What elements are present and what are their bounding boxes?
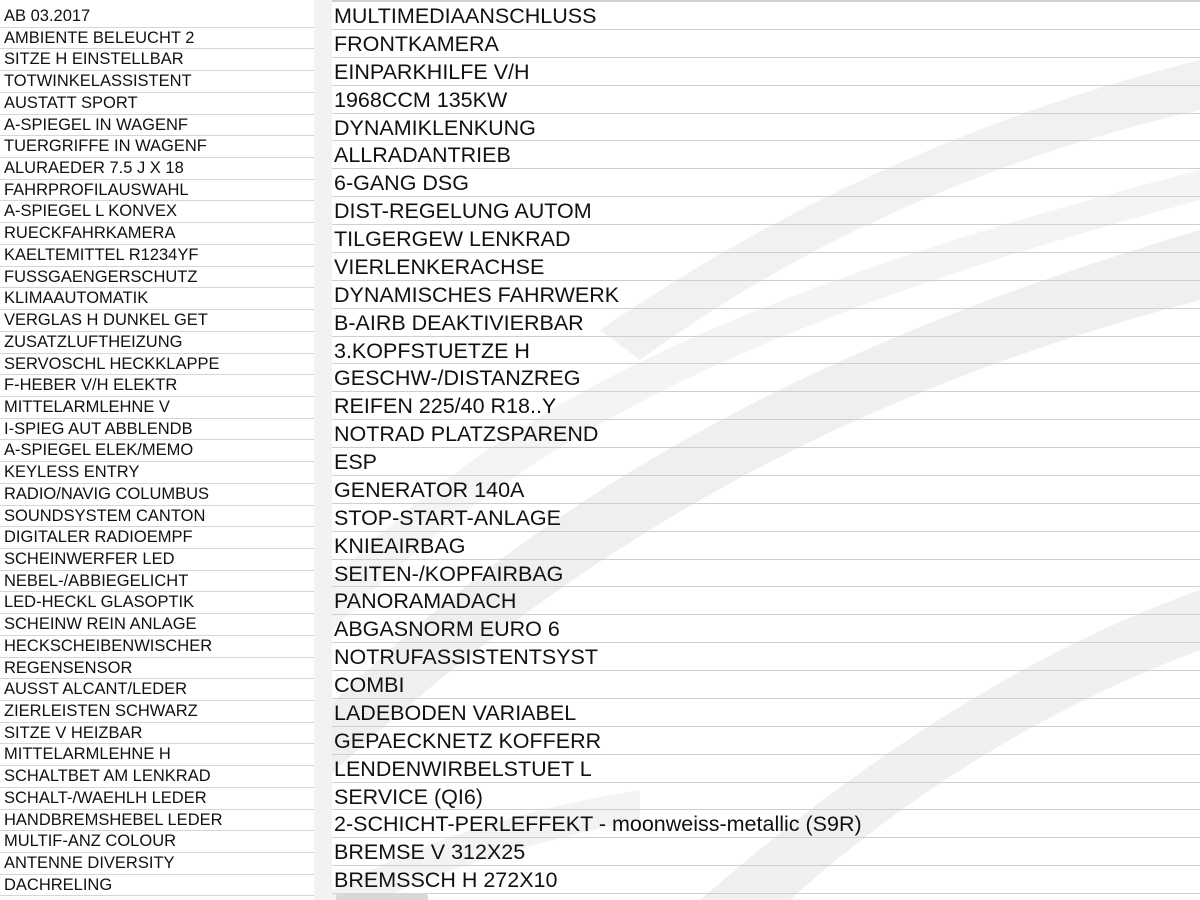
equipment-list-item: HANDBREMSHEBEL LEDER — [0, 810, 314, 832]
equipment-list-item: LENDENWIRBELSTUET L — [332, 755, 1200, 783]
equipment-list-item: A-SPIEGEL ELEK/MEMO — [0, 440, 314, 462]
equipment-list-item: 3.KOPFSTUETZE H — [332, 337, 1200, 365]
equipment-list-item: DYNAMIKLENKUNG — [332, 114, 1200, 142]
equipment-list-right — [332, 2, 1200, 894]
equipment-list-item: PANORAMADACH — [332, 587, 1200, 615]
equipment-list-item: SCHEINW REIN ANLAGE — [0, 614, 314, 636]
equipment-list-item: BREMSSCH H 272X10 — [332, 866, 1200, 894]
equipment-list-item: KLIMAAUTOMATIK — [0, 288, 314, 310]
equipment-list-item: SERVOSCHL HECKKLAPPE — [0, 354, 314, 376]
equipment-list-item: COMBI — [332, 671, 1200, 699]
equipment-list-item: GESCHW-/DISTANZREG — [332, 364, 1200, 392]
equipment-list-item: SCHALT-/WAEHLH LEDER — [0, 788, 314, 810]
equipment-list-item: 1968CCM 135KW — [332, 86, 1200, 114]
equipment-list-item: FUSSGAENGERSCHUTZ — [0, 267, 314, 289]
equipment-list-item: I-SPIEG AUT ABBLENDB — [0, 419, 314, 441]
equipment-list-item: FRONTKAMERA — [332, 30, 1200, 58]
equipment-list-item: SOUNDSYSTEM CANTON — [0, 506, 314, 528]
equipment-list-left — [0, 6, 314, 896]
equipment-list-item: LED-HECKL GLASOPTIK — [0, 592, 314, 614]
equipment-list-item: DIGITALER RADIOEMPF — [0, 527, 314, 549]
equipment-list-item: ESP — [332, 448, 1200, 476]
equipment-list-item: FAHRPROFILAUSWAHL — [0, 180, 314, 202]
equipment-list-item: 2-SCHICHT-PERLEFFEKT - moonweiss-metallic (S9R) — [332, 810, 1200, 838]
equipment-list-item: SCHALTBET AM LENKRAD — [0, 766, 314, 788]
equipment-list-item: MITTELARMLEHNE V — [0, 397, 314, 419]
horizontal-scrollbar-thumb[interactable] — [336, 893, 428, 900]
equipment-list-item: GENERATOR 140A — [332, 476, 1200, 504]
equipment-list-item: AB 03.2017 — [0, 6, 314, 28]
equipment-list-item: ANTENNE DIVERSITY — [0, 853, 314, 875]
equipment-list-item: BREMSE V 312X25 — [332, 838, 1200, 866]
equipment-list-item: NOTRAD PLATZSPAREND — [332, 420, 1200, 448]
equipment-list-item: SERVICE (QI6) — [332, 783, 1200, 811]
equipment-list-item: REIFEN 225/40 R18..Y — [332, 392, 1200, 420]
equipment-list-item: F-HEBER V/H ELEKTR — [0, 375, 314, 397]
equipment-list-item: DACHRELING — [0, 875, 314, 897]
column-divider — [314, 0, 332, 900]
equipment-list-item: AUSST ALCANT/LEDER — [0, 679, 314, 701]
equipment-list-item: A-SPIEGEL L KONVEX — [0, 201, 314, 223]
equipment-list-item: STOP-START-ANLAGE — [332, 504, 1200, 532]
equipment-list-item: ZUSATZLUFTHEIZUNG — [0, 332, 314, 354]
equipment-list-item: LADEBODEN VARIABEL — [332, 699, 1200, 727]
equipment-list-item: SEITEN-/KOPFAIRBAG — [332, 560, 1200, 588]
equipment-list-item: SCHEINWERFER LED — [0, 549, 314, 571]
equipment-list-item: EINPARKHILFE V/H — [332, 58, 1200, 86]
equipment-list-item: MULTIF-ANZ COLOUR — [0, 831, 314, 853]
equipment-list-item: AUSTATT SPORT — [0, 93, 314, 115]
equipment-list-item: NOTRUFASSISTENTSYST — [332, 643, 1200, 671]
equipment-list-item: RADIO/NAVIG COLUMBUS — [0, 484, 314, 506]
equipment-list-item: ALURAEDER 7.5 J X 18 — [0, 158, 314, 180]
equipment-list-item: TOTWINKELASSISTENT — [0, 71, 314, 93]
equipment-list-item: VIERLENKERACHSE — [332, 253, 1200, 281]
equipment-list-item: ALLRADANTRIEB — [332, 141, 1200, 169]
equipment-list-item: DYNAMISCHES FAHRWERK — [332, 281, 1200, 309]
equipment-list-item: DIST-REGELUNG AUTOM — [332, 197, 1200, 225]
equipment-list-item: B-AIRB DEAKTIVIERBAR — [332, 309, 1200, 337]
equipment-list-item: GEPAECKNETZ KOFFERR — [332, 727, 1200, 755]
equipment-list-item: MULTIMEDIAANSCHLUSS — [332, 2, 1200, 30]
equipment-list-item: SITZE V HEIZBAR — [0, 723, 314, 745]
equipment-list-item: HECKSCHEIBENWISCHER — [0, 636, 314, 658]
equipment-list-item: A-SPIEGEL IN WAGENF — [0, 115, 314, 137]
equipment-list-item: TILGERGEW LENKRAD — [332, 225, 1200, 253]
equipment-list-item: ZIERLEISTEN SCHWARZ — [0, 701, 314, 723]
equipment-list-item: NEBEL-/ABBIEGELICHT — [0, 571, 314, 593]
equipment-list-item: TUERGRIFFE IN WAGENF — [0, 136, 314, 158]
equipment-list-item: ABGASNORM EURO 6 — [332, 615, 1200, 643]
equipment-list-item: KEYLESS ENTRY — [0, 462, 314, 484]
equipment-list-item: KAELTEMITTEL R1234YF — [0, 245, 314, 267]
equipment-list-item: VERGLAS H DUNKEL GET — [0, 310, 314, 332]
equipment-list-item: KNIEAIRBAG — [332, 532, 1200, 560]
equipment-list-item: 6-GANG DSG — [332, 169, 1200, 197]
equipment-list-item: MITTELARMLEHNE H — [0, 744, 314, 766]
equipment-list-item: AMBIENTE BELEUCHT 2 — [0, 28, 314, 50]
equipment-list-item: REGENSENSOR — [0, 658, 314, 680]
equipment-list-item: RUECKFAHRKAMERA — [0, 223, 314, 245]
equipment-list-item: SITZE H EINSTELLBAR — [0, 49, 314, 71]
